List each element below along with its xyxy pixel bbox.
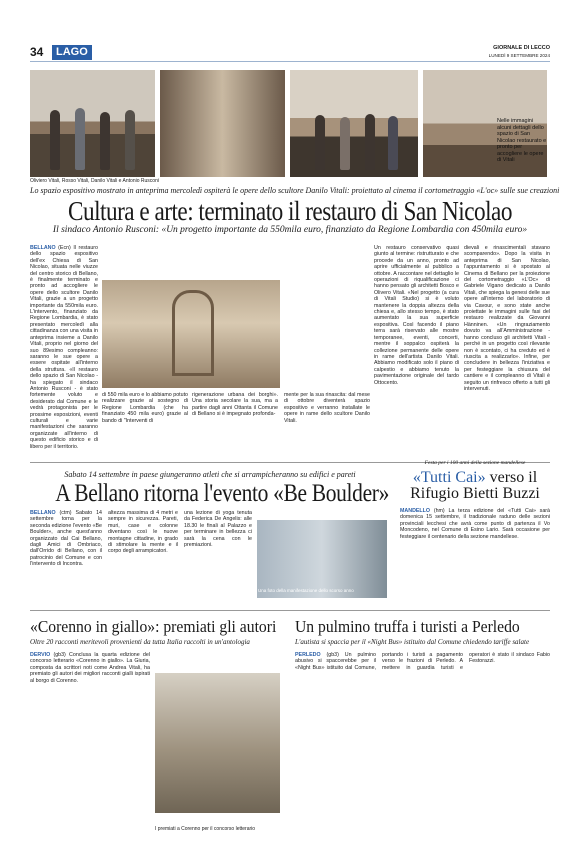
- photo-people: [30, 70, 155, 177]
- photo-caption-right: Nelle immagini alcuni dettagli dello spazio di San Nicolao restaurato e pronto per accogliere le opere di Vitali: [497, 118, 547, 163]
- story5-subtitle: L'autista si spaccia per il «Night Bus» istituito dal Comune chiedendo tariffe salate: [295, 638, 530, 646]
- photo-interior: [160, 70, 285, 177]
- newspaper-name: GIORNALE DI LECCO: [493, 45, 550, 51]
- story2-title: A Bellano ritorna l'evento «Be Boulder»: [55, 480, 389, 507]
- page-header: [30, 45, 550, 62]
- boulder-photo-caption: Una foto della manifestazione dello scorso anno: [258, 588, 354, 593]
- story1-col1: BELLANO (Ecn) Il restauro dello spazio espositivo dell'ex Chiesa di San Nicolao, situata nelle viuzze del centro storico di Bellano, è finalmente terminato e pronto ad accogliere le opere dello scultore Danilo Vitali, grazie a un progetto importante da 550mila euro. L'intervento, finanziato da Regione Lombardia, è stato presentato mercoledì alla cittadinanza con una visita in anteprima insieme a Danilo Vitali, proprio nel giorno del suo 89esimo compleanno: saranno le sue opere a essere ospitate all'interno della struttura. «Il restauro dello spazio di San Nicolao - ha spiegato il sindaco Antonio Rusconi - è stato fortemente voluto e desiderato dal Comune e le vedrà protagonista per le prossime esposizioni, eventi culturali e varie manifestazioni che saranno organizzate all'interno di questo edificio storico e di libero per il territorio.: [30, 245, 98, 450]
- photo-boulder: [257, 520, 387, 598]
- story2-kicker: Sabato 14 settembre in paese giungeranno atleti che si arrampicheranno su edifici e pareti: [64, 470, 356, 479]
- story1-kicker: Lo spazio espositivo mostrato in anteprima mercoledì ospiterà le opere dello scultore Danilo Vitali: proiettato al cinema il cortometraggio «L'oc» sulle sue creazioni: [30, 186, 560, 195]
- story3-title: «Tutti Cai» verso il Rifugio Bietti Buzzi: [410, 469, 540, 502]
- issue-date: LUNEDÌ 9 SETTEMBRE 2024: [488, 53, 550, 58]
- story4-subtitle: Oltre 20 racconti meritevoli provenienti da tutta Italia raccolti in un'antologia: [30, 638, 250, 646]
- section-label: LAGO: [52, 45, 92, 60]
- story1-col5: Un restauro conservativo quasi giunto al termine: ristrutturato e che procede da un anno, pronto ad aprire ufficialmente al pubblico a ottobre. A raccontare nel dettaglio le operazioni di riqualificazione ci hanno pensato gli architetti Bosco e Olivero Vitali. «Nel progetto (a cura di Vitali Studio) si è voluto mantenere la doppia altezza della chiesa e, allo stesso tempo, è stato aumentato la sua superficie espositiva. Così facendo il piano terra sarà riservato alle mostre temporanee, eventi, concerti, mentre il soppalco ospiterà la collezione permanente delle opere in rame dell'artista Danilo Vitali. Abbiamo modificato solo il piano di calpestio e abbiamo tenuto la pavimentazione originale del tardo Ottocento.: [374, 245, 459, 386]
- photo-group: [290, 70, 418, 177]
- story2-col1: BELLANO (ctm) Sabato 14 settembre torna per la seconda edizione l'evento «Be Boulder», anche quest'anno organizzato dal Cai Bellano, dagli Amici di Ombriaco, dall'Orrido di Bellano, con il patrocinio del Comune e con l'intervento di Incontra.: [30, 510, 102, 568]
- story5-body: PERLEDO (gb3) Un pulmino abusivo si spaccerebbe per il «Night Bus» istituito dal Comune, portando i turisti a pagamento verso le frazioni di Perledo. A mettere in guardia turisti e operatori è stato il sindaco Fabio Festorazzi.: [295, 652, 550, 671]
- story3-body: MANDELLO (hm) La terza edizione del «Tutti Cai» sarà domenica 15 settembre, il tradizionale raduno delle sezioni provinciali lecchesi che avrà come punto di partenza il Vo Moncodeno, nel Comune di Esino Lario. Sarà occasione per festeggiare il centenario della sezione mandellese.: [400, 508, 550, 540]
- story4-title: «Corenno in giallo»: premiati gli autori: [30, 617, 277, 636]
- story5-title: Un pulmino truffa i turisti a Perledo: [295, 617, 520, 636]
- divider: [30, 610, 550, 611]
- story1-col6: dievali e rinascimentali stavano scomparendo». Dopo la visita in anteprima di San Nicolao, l'appuntamento si è spostato al Cinema di Bellano per la proiezione del cortometraggio «L'Oc» di Gabriele Vigano dedicato a Danilo Vitali, che spiega la genesi delle sue opere all'interno del laboratorio di via Cavour, e sono state anche proiettate le immagini sulle fasi del restauro realizzate da Giovanni Hänninen. «Un ringraziamento dovuto va all'Amministrazione - hanno concluso gli architetti Vitali - perché in un progetto così rilevante non è scontato, ci ha creduto ed è riuscita a realizzarlo». Infine, per concludere in bellezza l'iniziativa e per festeggiare la chiusura del cantiere e il compleanno di Vitali è seguito un rinfresco offerto a tutti gli intervenuti.: [464, 245, 550, 392]
- photo-church-interior: [102, 280, 280, 388]
- photo-caption-left: Oliviero Vitali, Rosso Vitali, Danilo Vitali e Antonio Rusconi: [30, 178, 159, 184]
- story1-col2: di 550 mila euro e lo abbiamo potuto realizzare grazie al sostegno di Regione Lombardia (che ha finanziato 450 mila euro) grazie al bando di "Interventi di: [102, 392, 188, 424]
- story1-location: BELLANO: [30, 245, 56, 251]
- story1-col4: mente per la sua rinascita: dal mese di ottobre diventerà spazio espositivo e verranno installate le opere in rame dello scultore Danilo Vitali.: [284, 392, 370, 424]
- story1-subtitle: Il sindaco Antonio Rusconi: «Un progetto importante da 550mila euro, finanziato da Regione Lombardia con 450mila euro»: [52, 225, 528, 235]
- story1-col3: rigenerazione urbana dei borghi». Una storia secolare la sua, ma a partire dagli anni Ottanta il Comune di Bellano si è impegnato profonda-: [192, 392, 278, 418]
- photo-corenno: [155, 673, 280, 813]
- page-number: 34: [30, 45, 44, 59]
- story3-kicker: Festa per i 100 anni della sezione mandellese: [424, 460, 526, 466]
- corenno-photo-caption: I premiati a Corenno per il concorso letterario: [155, 826, 256, 832]
- story1-title: Cultura e arte: terminato il restauro di San Nicolao: [68, 196, 512, 226]
- story4-body: DERVIO (gb3) Conclusa la quarta edizione del concorso letterario «Corenno in giallo». La Giuria, composta da scrittori noti come Andrea Vitali, ha premiato gli autori dei migliori racconti gialli ispirati al borgo di Corenno.: [30, 652, 150, 684]
- masthead: [489, 45, 550, 59]
- story2-col2: altezza massima di 4 metri e sempre in sicurezza. Pareti, muri, case e colonne diventano così le nuove montagne cittadine, in grado di stimolare la mente e il corpo degli arrampicatori.: [108, 510, 178, 555]
- story2-col3: una lezione di yoga tenuta da Federica De Angelis: alle 18.30 le finali al Palazzo e per terminare in bellezza ci sarà la cena con le premiazioni.: [184, 510, 252, 549]
- story3-box: [400, 460, 550, 606]
